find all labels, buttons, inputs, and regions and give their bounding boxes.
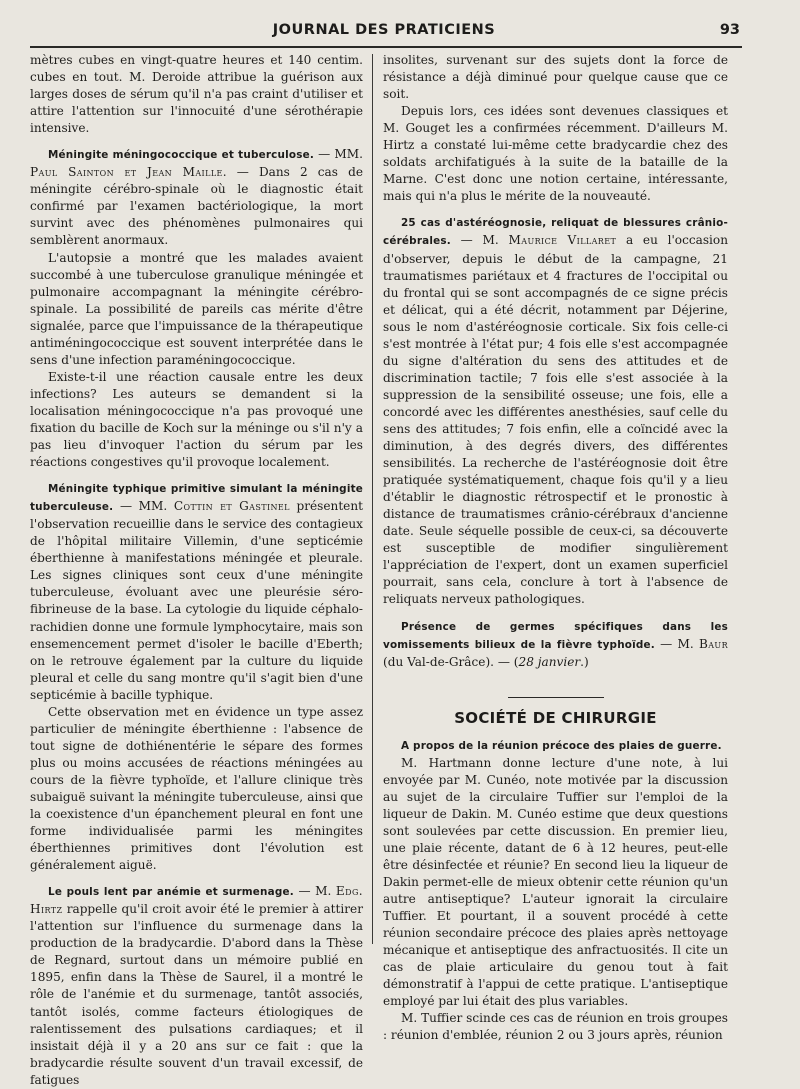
article-title: Méningite méningococcique et tuberculose. (48, 149, 314, 162)
header-rule (30, 46, 742, 48)
article-pouls-lent (30, 883, 363, 1089)
article-authors: Cottin et Gastinel (173, 499, 290, 514)
paragraph-depuis-lors: Depuis lors, ces idées sont devenues classiques et M. Gouget les a confirmées récemment. D'ailleurs M. Hirtz a constaté lui-même cette bradycardie chez des soldats archifatigués à la suite de la bataille de la Marne. C'est donc une notion certaine, intéressante, mais qui n'a plus le mérite de la nouveauté. (383, 104, 728, 204)
article-reunion-title (383, 737, 728, 755)
separator: — M. (293, 884, 336, 899)
paragraph-insolites: insolites, survenant sur des sujets dont la force de résistance a déjà diminué pour quelque cause que ce soit. (383, 53, 728, 102)
paragraph-autopsie: L'autopsie a montré que les malades avaient succombé à une tuberculose granulique méningée et pulmonaire accompagnant la méningite cérébro-spinale. La possibilité de pareils cas mérite d'être signalée, parce que l'impuissance de la thérapeutique antiméningococcique est souvent interprétée dans le sens d'une infection paraméningococcique. (30, 250, 363, 367)
article-authors: Maurice Villaret (508, 233, 617, 248)
article-authors: Baur (698, 636, 728, 651)
article-title: Méningite typhique primitive simulant la méningite tuberculeuse. (30, 483, 363, 514)
page-number: 93 (719, 22, 740, 38)
paragraph-tuffier: M. Tuffier scinde ces cas de réunion en trois groupes : réunion d'emblée, réunion 2 ou 3 jours après, réunion (383, 1011, 728, 1043)
column-divider (372, 54, 373, 944)
article-text: (du Val-de-Grâce). — ( (383, 654, 519, 669)
separator: — MM. (314, 147, 363, 162)
section-heading: SOCIÉTÉ DE CHIRURGIE (454, 708, 657, 727)
section-divider (508, 697, 604, 698)
paragraph-deroide: mètres cubes en vingt-quatre heures et 140 centim. cubes en tout. M. Deroide attribue la guérison aux larges doses de sérum qu'il n'a pas craint d'utiliser et attire l'attention sur l'innocuité d'une sérothérapie intensive. (30, 53, 363, 136)
page-header (28, 18, 740, 44)
article-date: 28 janvier (518, 654, 581, 669)
paragraph-reaction: Existe-t-il une réaction causale entre les deux infections? Les auteurs se demandent si la localisation méningococcique n'a pas provoqué une fixation du bacille de Koch sur la méninge ou s'il n'y a pas lieu d'invoquer l'action du sérum par les réactions congestives qu'il provoque localement. (30, 369, 363, 470)
article-text: a eu l'occasion d'observer, depuis le début de la campagne, 21 traumatismes pariétaux et 4 fractures de l'occipital ou du frontal qui se sont accompagnés de ce signe précis et délicat, qui a été décrit, notamment par Déjerine, sous le nom d'astéréognosie corticale. Six fois celle-ci s'est montrée à l'état pur; 4 fois elle s'est accompagnée du signe d'altération du sens des attitudes et de discrimination tactile; 7 fois elle s'est associée à la suppression de la sensibilité osseuse; une fois, elle a concordé avec les différentes anesthésies, sauf celle du sens des attitudes; 7 fois enfin, elle a coïncidé avec la diminution, à des degrés divers, des différentes sensibilités. La recherche de l'astéréognosie doit être pratiquée systématiquement, chaque fois qu'il y a lieu d'établir le diagnostic rétrospectif et le pronostic à distance de traumatismes crânio-cérébraux d'ancienne date. Seule séquelle possible de ceux-ci, sa découverte est susceptible de modifier singulièrement l'appréciation de l'expert, dont un examen superficiel pourrait, sans cela, conclure à tort à l'absence de reliquats nerveux pathologiques. (383, 233, 728, 607)
article-text: rappelle qu'il croit avoir été le premier à attirer l'attention sur l'influence du surmenage dans la production de la bradycardie. D'abord dans la Thèse de Regnard, surtout dans un mémoire publié en 1895, enfin dans la Thèse de Saurel, il a montré le rôle de l'anémie et du surmenage, tantôt associés, tantôt isolés, comme facteurs étiologiques de ralentissement des pulsations cardiaques; et il insistait déjà il y a 20 ans sur ce fait : que la bradycardie résulte souvent d'un travail excessif, de fatigues (30, 902, 363, 1087)
separator: — MM. (113, 499, 174, 514)
article-authors: Paul Sainton et Jean Maille (30, 165, 223, 180)
right-column (383, 52, 728, 1045)
article-text: présentent l'observation recueillie dans le service des contagieux de l'hôpital militaire Villemin, d'une septicémie éberthienne à manifestations méningée et pleurale. Les signes cliniques sont ceux d'une méningite tuberculeuse, évoluant avec une pleurésie séro-fibrineuse de la base. La cytologie du liquide céphalo-rachidien donne une formule lymphocytaire, mais son ensemencement permet d'isoler le bacille d'Eberth; on le retrouve également par la culture du liquide pleural et celle du sang montre qu'il s'agit bien d'une septicémie à bacille typhique. (30, 499, 363, 702)
article-meningococcique (30, 146, 363, 249)
article-title: Le pouls lent par anémie et surmenage. (48, 886, 294, 899)
article-authors: Edg. Hirtz (30, 884, 363, 917)
separator: — M. (654, 636, 699, 651)
article-germes-specifiques (383, 618, 728, 671)
paragraph-observation: Cette observation met en évidence un type assez particulier de méningite éberthienne : l'absence de tout signe de dothiénentérie le sépare des formes plus ou moins accusées de réactions méningées au cours de la fièvre typhoïde, et l'allure clinique très subaiguë suivant la méningite tuberculeuse, ainsi que la coexistence d'un épanchement pleural en font une forme individualisée parmi les méningites éberthiennes primitives dont l'évolution est généralement aiguë. (30, 704, 363, 873)
article-end: .) (580, 654, 589, 669)
article-text: . — Dans 2 cas de méningite cérébro-spinale où le diagnostic était confirmé par l'examen bactériologique, la mort survint avec des phénomènes pulmonaires qui semblèrent anormaux. (30, 165, 363, 248)
article-astereognosie (383, 214, 728, 608)
separator: — M. (450, 233, 509, 248)
article-title: Présence de germes spécifiques dans les vomissements bilieux de la fièvre typhoïde. (383, 620, 728, 651)
article-meningite-typhique (30, 480, 363, 704)
article-title: 25 cas d'astéréognosie, reliquat de blessures crânio-cérébrales. (383, 217, 728, 248)
article-title: A propos de la réunion précoce des plaies de guerre. (401, 739, 722, 752)
paragraph-hartmann: M. Hartmann donne lecture d'une note, à lui envoyée par M. Cunéo, note motivée par la discussion au sujet de la circulaire Tuffier sur l'emploi de la liqueur de Dakin. M. Cunéo estime que deux questions sont soulevées par cette discussion. En premier lieu, une plaie récente, datant de 6 à 12 heures, peut-elle être désinfectée et réunie? En second lieu la liqueur de Dakin permet-elle de mieux obtenir cette réunion qu'un autre antiseptique? L'auteur ignorait la circulaire Tuffier. Et pourtant, il a souvent procédé à cette réunion secondaire précoce des plaies après nettoyage mécanique et antiseptique des anfractuosités. Il cite un cas de plaie articulaire du genou tout à fait démonstratif à l'appui de cette pratique. L'antiseptique employé par lui était des plus variables. (383, 755, 728, 1009)
left-column (30, 52, 363, 1089)
running-title: JOURNAL DES PRATICIENS (272, 22, 496, 38)
